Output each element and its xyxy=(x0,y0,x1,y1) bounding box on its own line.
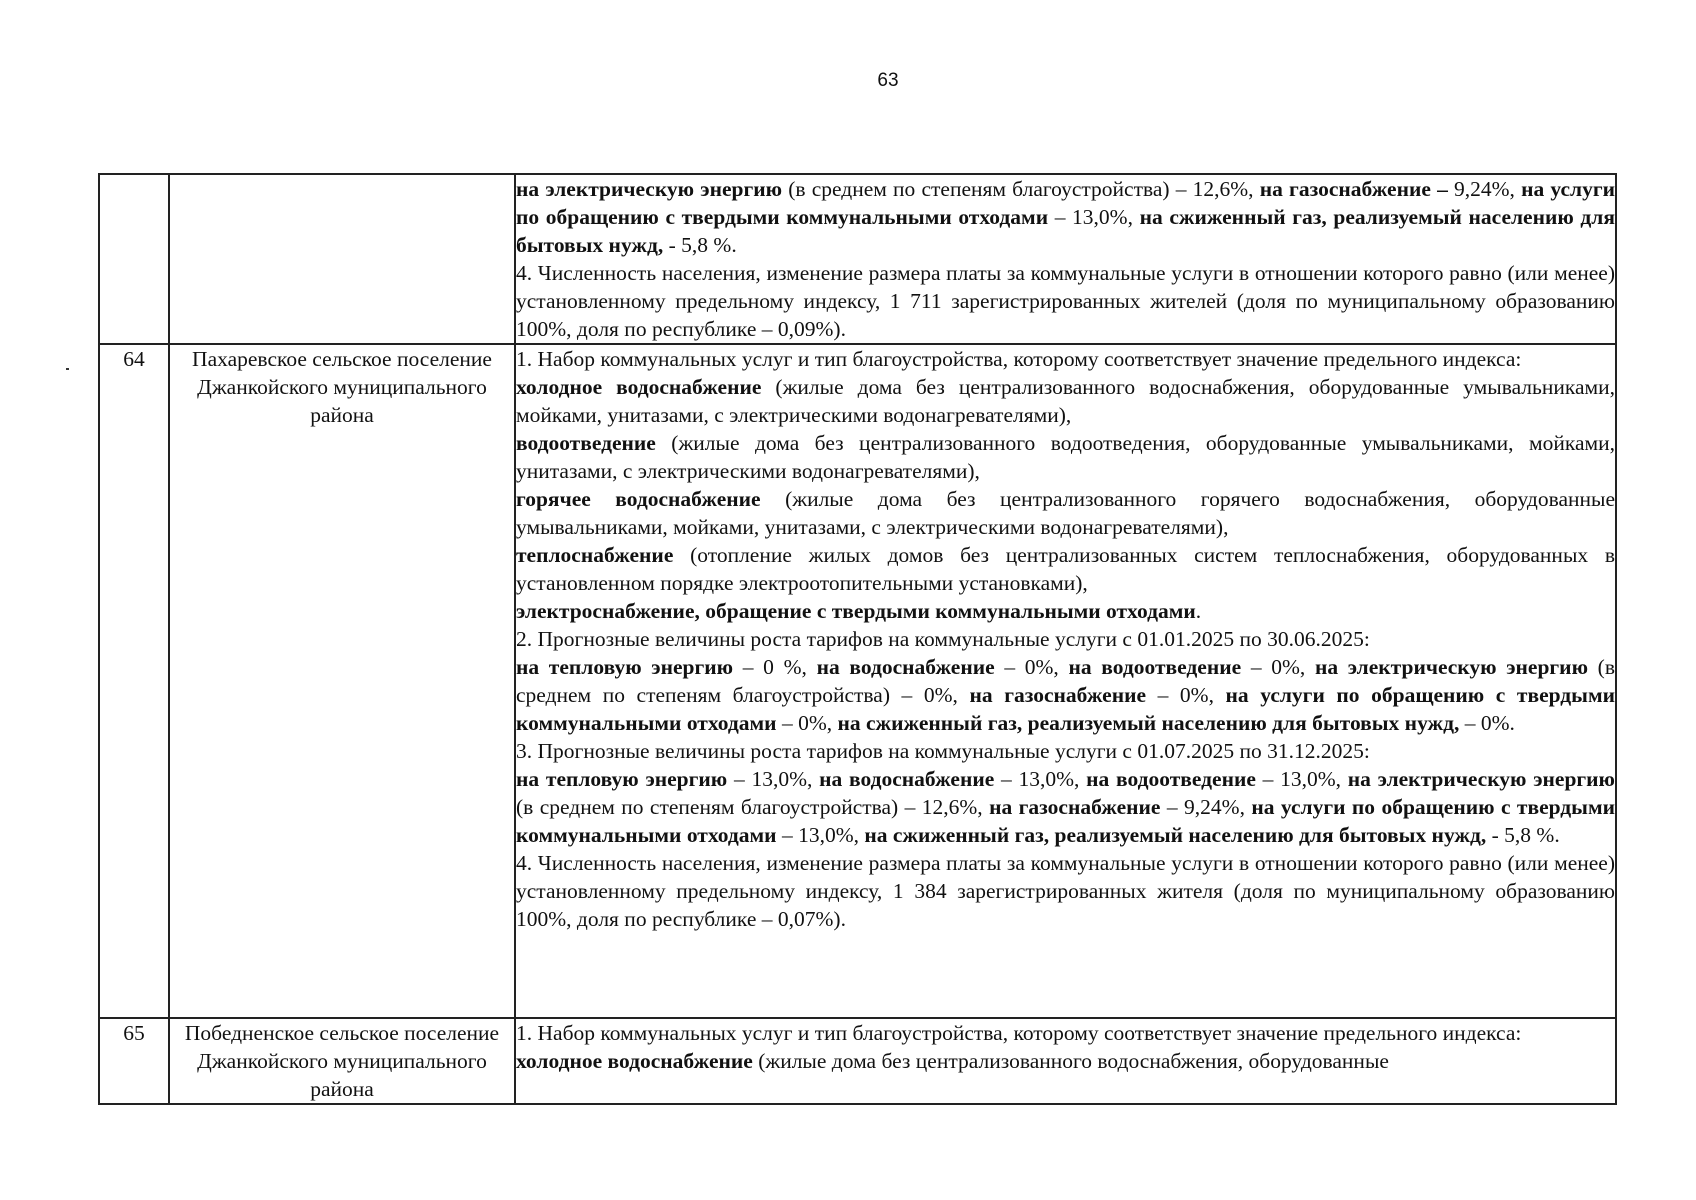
description-cell xyxy=(515,174,1616,344)
scan-mark xyxy=(66,368,69,370)
settlement-name-cell: Пахаревское сельское поселение Джанкойского муниципального района xyxy=(169,344,515,1018)
table-row xyxy=(99,174,1616,344)
tariff-period-1-values: на тепловую энергию – 0 %, на водоснабжение – 0%, на водоотведение – 0%, на электрическую энергию (в среднем по степеням благоустройства) – 0%, на газоснабжение – 0%, на услуги по обращению с твердыми коммунальными отходами – 0%, на сжиженный газ, реализуемый населению для бытовых нужд, – 0%. xyxy=(516,655,1615,735)
tariff-continuation: на электрическую энергию (в среднем по степеням благоустройства) – 12,6%, на газоснабжение – 9,24%, на услуги по обращению с твердыми коммунальными отходами – 13,0%, на сжиженный газ, реализуемый населению для бытовых нужд, - 5,8 %. xyxy=(516,177,1616,257)
row-number-cell xyxy=(99,174,169,344)
service-item: водоотведение (жилые дома без централизованного водоотведения, оборудованные умывальниками, мойками, унитазами, с электрическими водонагревателями), xyxy=(516,431,1615,483)
tariff-table xyxy=(98,173,1617,1105)
table-row xyxy=(99,1018,1616,1104)
population-paragraph: 4. Численность населения, изменение размера платы за коммунальные услуги в отношении которого равно (или менее) установленному предельному индексу, 1 711 зарегистрированных жителей (доля по муниципальному образованию 100%, доля по республике – 0,09%). xyxy=(516,261,1615,341)
services-heading: 1. Набор коммунальных услуг и тип благоустройства, которому соответствует значение предельного индекса: xyxy=(516,347,1522,371)
tariff-period-2-values: на тепловую энергию – 13,0%, на водоснабжение – 13,0%, на водоотведение – 13,0%, на электрическую энергию (в среднем по степеням благоустройства) – 12,6%, на газоснабжение – 9,24%, на услуги по обращению с твердыми коммунальными отходами – 13,0%, на сжиженный газ, реализуемый населению для бытовых нужд, - 5,8 %. xyxy=(516,767,1615,847)
service-item: холодное водоснабжение (жилые дома без централизованного водоснабжения, оборудованные xyxy=(516,1049,1389,1073)
table-row xyxy=(99,344,1616,1018)
service-item: горячее водоснабжение (жилые дома без централизованного горячего водоснабжения, оборудованные умывальниками, мойками, унитазами, с электрическими водонагревателями), xyxy=(516,487,1615,539)
services-heading: 1. Набор коммунальных услуг и тип благоустройства, которому соответствует значение предельного индекса: xyxy=(516,1021,1522,1045)
service-item: холодное водоснабжение (жилые дома без централизованного водоснабжения, оборудованные умывальниками, мойками, унитазами, с электрическими водонагревателями), xyxy=(516,375,1615,427)
description-cell xyxy=(515,1018,1616,1104)
row-number-cell: 64 xyxy=(99,344,169,1018)
service-item: электроснабжение, обращение с твердыми коммунальными отходами. xyxy=(516,599,1202,623)
row-number-cell: 65 xyxy=(99,1018,169,1104)
description-cell xyxy=(515,344,1616,1018)
service-item: теплоснабжение (отопление жилых домов без централизованных систем теплоснабжения, оборудованных в установленном порядке электроотопительными установками), xyxy=(516,543,1615,595)
tariff-period-2-heading: 3. Прогнозные величины роста тарифов на коммунальные услуги с 01.07.2025 по 31.12.2025: xyxy=(516,739,1370,763)
tariff-period-1-heading: 2. Прогнозные величины роста тарифов на коммунальные услуги с 01.01.2025 по 30.06.2025: xyxy=(516,627,1370,651)
settlement-name-cell xyxy=(169,174,515,344)
population-paragraph: 4. Численность населения, изменение размера платы за коммунальные услуги в отношении которого равно (или менее) установленному предельному индексу, 1 384 зарегистрированных жителя (доля по муниципальному образованию 100%, доля по республике – 0,07%). xyxy=(516,851,1615,931)
settlement-name-cell: Победненское сельское поселение Джанкойского муниципального района xyxy=(169,1018,515,1104)
page-number: 63 xyxy=(877,70,899,91)
